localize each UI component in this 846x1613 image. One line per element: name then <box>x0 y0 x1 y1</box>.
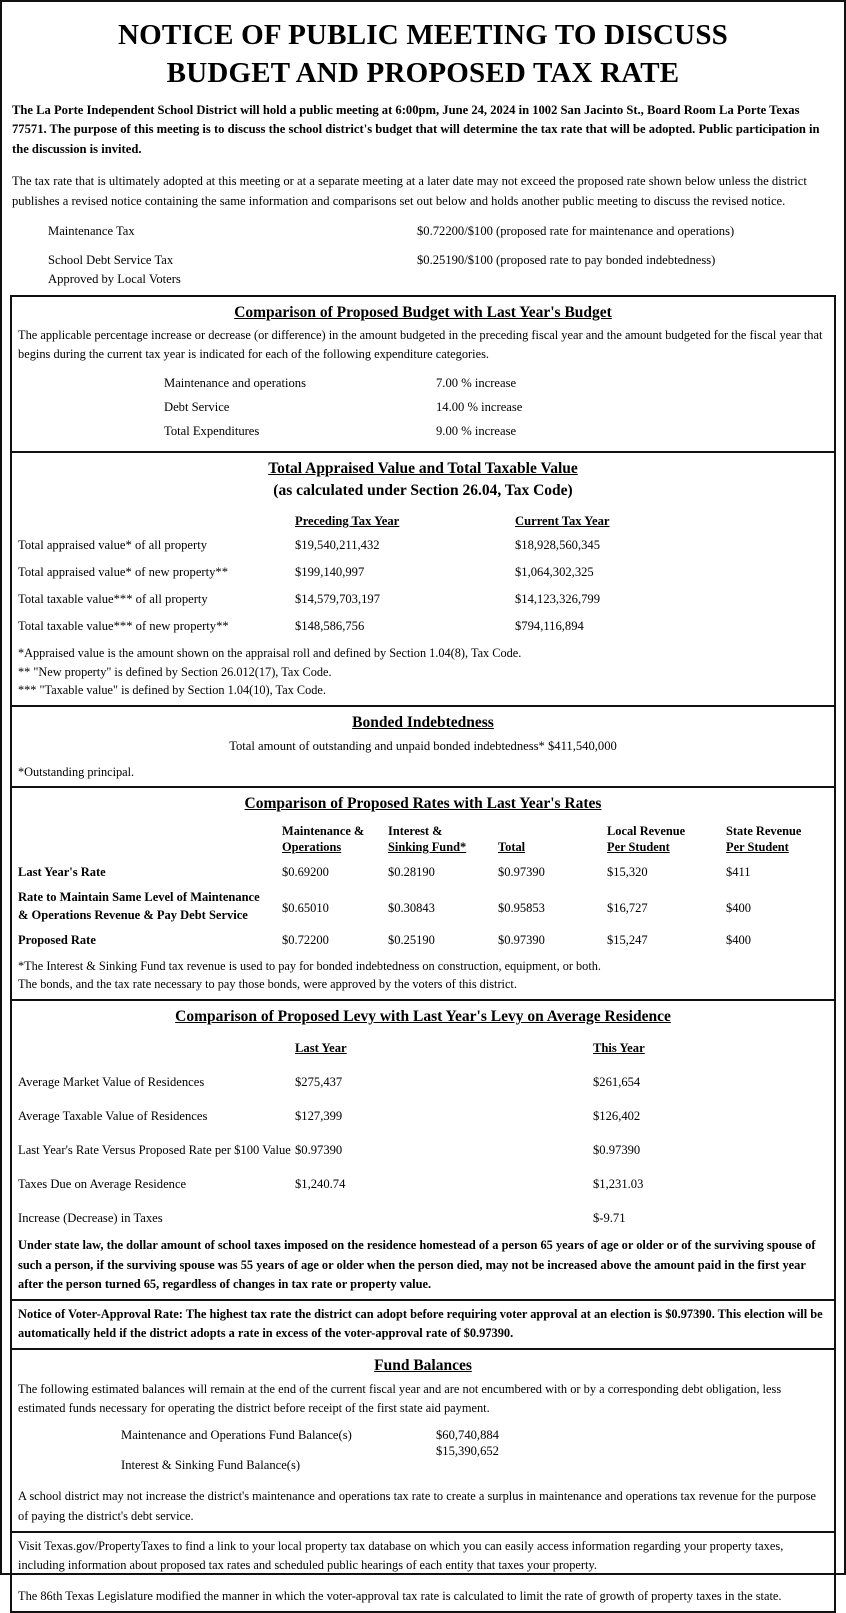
levy-row-this-year: $126,402 <box>593 1109 641 1124</box>
levy-row-label: Last Year's Rate Versus Proposed Rate per $100 Value <box>18 1143 291 1158</box>
budget-item-label: Total Expenditures <box>164 423 260 438</box>
budget-item-row <box>18 422 828 441</box>
levy-row-last-year: $1,240.74 <box>295 1177 346 1192</box>
budget-item-row <box>18 398 828 417</box>
levy-table-row <box>18 1175 828 1209</box>
row-current-value: $794,116,894 <box>515 619 584 634</box>
appraised-footnote: ** "New property" is defined by Section 26.012(17), Tax Code. <box>18 664 332 679</box>
levy-row-label: Taxes Due on Average Residence <box>18 1177 187 1192</box>
levy-row-label: Increase (Decrease) in Taxes <box>18 1211 163 1226</box>
row-preceding-value: $19,540,211,432 <box>295 538 380 553</box>
levy-table-row <box>18 1073 828 1107</box>
levy-row-label: Average Taxable Value of Residences <box>18 1109 208 1124</box>
column-header-state-revenue-per-student: State Revenue Per Student <box>726 823 802 855</box>
rates-footnote: *The Interest & Sinking Fund tax revenue is used to pay for bonded indebtedness on construction, equipment, or both. <box>18 958 601 973</box>
levy-row-label: Average Market Value of Residences <box>18 1075 205 1090</box>
maintenance-tax-value: $0.72200/$100 (proposed rate for maintenance and operations) <box>417 223 735 238</box>
row-current-value: $18,928,560,345 <box>515 538 601 553</box>
fund-balance-row <box>18 1444 828 1486</box>
fund-balance-value: $60,740,884 <box>436 1428 499 1443</box>
homestead-note: Under state law, the dollar amount of school taxes imposed on the residence homestead of a person 65 years of age or older or of the surviving spouse of such a person, if the surviving spouse was 55 years of age or older when the person died, may not be increased above the amount paid in the first year after the person turned 65, regardless of changes in tax rate or property value. <box>18 1238 816 1291</box>
table-header-row <box>18 512 828 536</box>
rates-row-state-per-student: $411 <box>726 864 751 879</box>
intro-section <box>2 93 844 212</box>
rates-row-local-per-student: $15,247 <box>607 932 648 947</box>
appraised-value-heading: Total Appraised Value and Total Taxable Value <box>268 459 578 477</box>
school-debt-service-tax-row <box>2 251 844 289</box>
levy-row-last-year: $0.97390 <box>295 1143 343 1158</box>
rates-row-maintenance: $0.65010 <box>282 900 329 915</box>
property-tax-database-note: Visit Texas.gov/PropertyTaxes to find a link to your local property tax database on which you can easily access information regarding your property taxes, including information about proposed tax rates and scheduled public hearings of each entity that taxes your property. <box>18 1538 784 1572</box>
fund-balance-label: Interest & Sinking Fund Balance(s) <box>121 1458 301 1473</box>
rates-table-row <box>18 889 828 931</box>
revised-notice-paragraph: The tax rate that is ultimately adopted at this meeting or at a separate meeting at a later date may not exceed the proposed rate shown below unless the district publishes a revised notice containing the same information and comparisons set out below and holds another public meeting to discuss the revised notice. <box>12 174 807 209</box>
levy-comparison-section <box>10 1001 836 1301</box>
intro-paragraph: The La Porte Independent School District will hold a public meeting at 6:00pm, June 24, 2024 in 1002 San Jacinto St., Board Room La Porte Texas 77571. The purpose of this meeting is to discuss the school district's budget that will determine the tax rate that will be adopted. Public participation in the discussion is invited. <box>12 102 820 157</box>
column-header-last-year: Last Year <box>295 1041 347 1056</box>
rates-row-local-per-student: $16,727 <box>607 900 648 915</box>
column-header-total: Total <box>498 840 526 855</box>
rates-comparison-section <box>10 788 836 1000</box>
row-current-value: $1,064,302,325 <box>515 565 594 580</box>
row-label: Total appraised value* of all property <box>18 538 208 553</box>
row-label: Total taxable value*** of all property <box>18 592 208 607</box>
rates-table-row <box>18 931 828 957</box>
rates-row-maintenance: $0.69200 <box>282 864 329 879</box>
row-preceding-value: $199,140,997 <box>295 565 365 580</box>
row-preceding-value: $14,579,703,197 <box>295 592 381 607</box>
legislature-note: The 86th Texas Legislature modified the manner in which the voter-approval tax rate is calculated to limit the rate of growth of property taxes in the state. <box>18 1589 782 1604</box>
column-header-maintenance-operations: Maintenance & Operations <box>282 823 365 855</box>
fund-balances-items <box>18 1426 828 1486</box>
rates-comparison-heading: Comparison of Proposed Rates with Last Year's Rates <box>244 795 602 813</box>
bonded-indebtedness-footnote: *Outstanding principal. <box>18 765 135 780</box>
budget-comparison-items <box>18 374 828 441</box>
rates-row-total: $0.97390 <box>498 864 545 879</box>
voter-approval-notice-section <box>10 1301 836 1350</box>
appraised-footnote: *** "Taxable value" is defined by Section 1.04(10), Tax Code. <box>18 683 326 698</box>
table-row <box>18 590 828 617</box>
rates-row-interest: $0.28190 <box>388 864 435 879</box>
budget-comparison-section <box>10 295 836 453</box>
school-debt-service-tax-label: School Debt Service Tax <box>48 252 174 267</box>
fund-balance-label: Maintenance and Operations Fund Balance(s) <box>121 1428 352 1443</box>
fund-balance-row <box>18 1426 828 1456</box>
row-preceding-value: $148,586,756 <box>295 619 365 634</box>
rates-row-interest: $0.30843 <box>388 900 435 915</box>
levy-comparison-heading: Comparison of Proposed Levy with Last Year's Levy on Average Residence <box>175 1007 671 1025</box>
rates-row-state-per-student: $400 <box>726 900 751 915</box>
levy-row-this-year: $-9.71 <box>593 1211 626 1226</box>
rates-row-state-per-student: $400 <box>726 932 751 947</box>
maintenance-tax-row <box>2 222 844 241</box>
rates-table-row <box>18 863 828 889</box>
rates-row-total: $0.97390 <box>498 932 545 947</box>
column-header-interest-sinking-fund: Interest & Sinking Fund* <box>388 823 467 855</box>
levy-table-row <box>18 1107 828 1141</box>
bonded-indebtedness-heading: Bonded Indebtedness <box>352 713 494 731</box>
appraised-value-table <box>18 512 828 644</box>
levy-row-this-year: $261,654 <box>593 1075 641 1090</box>
fund-balances-section <box>10 1350 836 1532</box>
rates-table-header-row <box>18 823 828 863</box>
levy-table-row <box>18 1141 828 1175</box>
proposed-rate-lines <box>2 222 844 289</box>
table-row <box>18 617 828 644</box>
footer-section <box>10 1533 836 1613</box>
appraised-footnote: *Appraised value is the amount shown on the appraisal roll and defined by Section 1.04(8), Tax Code. <box>18 646 522 661</box>
column-header-local-revenue-per-student: Local Revenue Per Student <box>607 823 686 855</box>
budget-item-value: 7.00 % increase <box>436 375 517 390</box>
row-label: Total appraised value* of new property** <box>18 565 228 580</box>
document-title <box>2 2 844 93</box>
rates-row-label: Last Year's Rate <box>18 864 106 879</box>
rates-footnote: The bonds, and the tax rate necessary to pay those bonds, were approved by the voters of this district. <box>18 977 517 992</box>
fund-balances-description: The following estimated balances will remain at the end of the current fiscal year and are not encumbered with or by a corresponding debt obligation, less estimated funds necessary for operating the district before receipt of the first state aid payment. <box>18 1381 782 1416</box>
levy-table-row <box>18 1209 828 1235</box>
rates-row-label: Rate to Maintain Same Level of Maintenance & Operations Revenue & Pay Debt Service <box>18 889 260 923</box>
levy-comparison-table <box>18 1039 828 1235</box>
column-header-current-tax-year: Current Tax Year <box>515 514 610 529</box>
rates-comparison-table <box>18 823 828 957</box>
surplus-note: A school district may not increase the district's maintenance and operations tax rate to create a surplus in maintenance and operations tax revenue for the purpose of paying the district's debt service. <box>18 1489 817 1523</box>
title-line-1: NOTICE OF PUBLIC MEETING TO DISCUSS <box>118 19 728 51</box>
budget-item-label: Maintenance and operations <box>164 375 306 390</box>
budget-item-row <box>18 374 828 393</box>
budget-comparison-heading: Comparison of Proposed Budget with Last Year's Budget <box>234 303 612 321</box>
column-header-this-year: This Year <box>593 1041 645 1056</box>
maintenance-tax-label: Maintenance Tax <box>48 223 135 238</box>
levy-row-last-year: $127,399 <box>295 1109 343 1124</box>
budget-item-value: 14.00 % increase <box>436 399 523 414</box>
budget-item-value: 9.00 % increase <box>436 423 517 438</box>
rates-row-total: $0.95853 <box>498 900 545 915</box>
table-row <box>18 536 828 563</box>
school-debt-service-tax-sublabel: Approved by Local Voters <box>48 271 181 286</box>
levy-row-last-year: $275,437 <box>295 1075 343 1090</box>
appraised-value-section <box>10 453 836 707</box>
voter-approval-notice-text: Notice of Voter-Approval Rate: The highest tax rate the district can adopt before requiring voter approval at an election is $0.97390. This election will be automatically held if the district adopts a rate in excess of the voter-approval rate of $0.97390. <box>18 1306 823 1341</box>
title-line-2: BUDGET AND PROPOSED TAX RATE <box>166 57 680 90</box>
school-debt-service-tax-value: $0.25190/$100 (proposed rate to pay bonded indebtedness) <box>417 252 716 267</box>
column-header-preceding-tax-year: Preceding Tax Year <box>295 514 400 529</box>
bonded-indebtedness-section <box>10 707 836 789</box>
rates-row-maintenance: $0.72200 <box>282 932 329 947</box>
fund-balance-value: $15,390,652 <box>436 1444 499 1459</box>
row-current-value: $14,123,326,799 <box>515 592 601 607</box>
row-label: Total taxable value*** of new property** <box>18 619 229 634</box>
bonded-indebtedness-total: Total amount of outstanding and unpaid bonded indebtedness* $411,540,000 <box>229 739 617 754</box>
rates-row-interest: $0.25190 <box>388 932 435 947</box>
budget-item-label: Debt Service <box>164 399 230 414</box>
levy-row-this-year: $1,231.03 <box>593 1177 644 1192</box>
rates-row-label: Proposed Rate <box>18 932 96 947</box>
levy-row-this-year: $0.97390 <box>593 1143 641 1158</box>
fund-balances-heading: Fund Balances <box>374 1357 472 1375</box>
table-row <box>18 563 828 590</box>
rates-row-local-per-student: $15,320 <box>607 864 648 879</box>
budget-comparison-description: The applicable percentage increase or decrease (or difference) in the amount budgeted in the preceding fiscal year and the amount budgeted for the fiscal year that begins during the current tax year is indicated for each of the following expenditure categories. <box>18 328 823 362</box>
levy-table-header-row <box>18 1039 828 1073</box>
appraised-value-subheading: (as calculated under Section 26.04, Tax Code) <box>273 482 573 500</box>
